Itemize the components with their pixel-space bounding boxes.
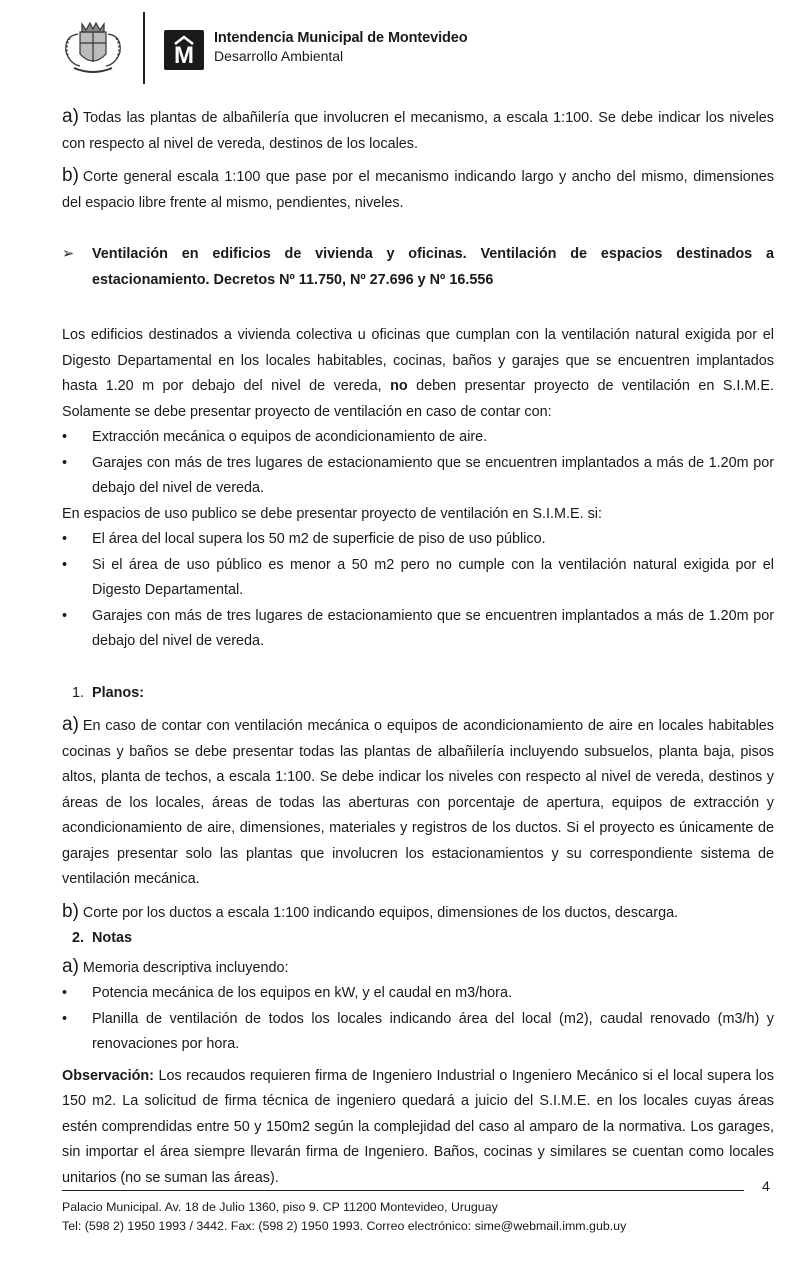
planos-item-a: [62, 712, 774, 893]
item-text: Todas las plantas de albañilería que involucren el mecanismo, a escala 1:100. Se debe indicar los niveles con respecto al nivel de vereda, destinos de los locales.: [62, 110, 774, 152]
emphasis-no: no: [390, 378, 408, 394]
observation-label: Observación:: [62, 1067, 154, 1084]
item-text: Corte por los ductos a escala 1:100 indicando equipos, dimensiones de los ductos, descarga.: [82, 904, 679, 921]
list-item: [62, 1007, 774, 1058]
item-letter: b): [62, 900, 79, 922]
item-text: En caso de contar con ventilación mecánica o equipos de acondicionamiento de aire en locales habitables cocinas y baños se debe presentar todas las plantas de albañilería incluyendo subsuelos, planta baja, pisos altos, planta de techos, a escala 1:100. Se debe indicar los niveles con respecto al nivel de vereda, destinos y áreas de los locales, áreas de todas las aberturas con porcentaje de apertura, equipos de extracción y acondicionamiento de aire, dimensiones, materiales y registros de los ductos. Si el proyecto es únicamente de garajes presentar solo las plantas que involucren los estacionamientos y su correspondiente sistema de ventilación mecánica.: [62, 718, 774, 887]
list-item-text: Garajes con más de tres lugares de estacionamiento que se encuentren implantados a más de 1.20m por debajo del nivel de vereda.: [92, 454, 774, 496]
intro-item-b: [62, 163, 774, 216]
header-divider: [143, 12, 145, 84]
paragraph-text: deben presentar proyecto de ventilación en S.I.M.E. Solamente se debe presentar proyecto de ventilación en caso de contar con:: [62, 378, 774, 420]
page-number: 4: [762, 1178, 770, 1194]
item-text: Memoria descriptiva incluyendo:: [82, 959, 289, 976]
list-item-text: Potencia mecánica de los equipos en kW, y el caudal en m3/hora.: [92, 985, 512, 1001]
public-use-list: [62, 527, 774, 655]
list-item-text: Si el área de uso público es menor a 50 m2 pero no cumple con la ventilación natural exigida por el Digesto Departamental.: [92, 556, 774, 598]
imm-logo: [164, 30, 204, 70]
bullet-icon: •: [62, 556, 68, 573]
item-letter: a): [62, 106, 79, 127]
item-text: Corte general escala 1:100 que pase por el mecanismo indicando largo y ancho del mismo, dimensiones del espacio libre frente al mismo, pendientes, niveles.: [62, 169, 774, 211]
logo-letter: M: [174, 42, 194, 69]
bullet-icon: •: [62, 531, 68, 547]
document-body: [62, 104, 774, 1191]
department-name: Desarrollo Ambiental: [214, 48, 344, 64]
list-item: [62, 553, 774, 604]
observation-text: Los recaudos requieren firma de Ingeniero Industrial o Ingeniero Mecánico si el local supera los 150 m2. La solicitud de firma técnica de ingeniero quedará a juicio del S.I.M.E. en los locales cuyas áreas estén comprendidas entre 50 y 150m2 según la complejidad del caso al amparo de la normativa. Los garages, sin importar el área siempre llevarán firma de Ingeniero. Baños, cocinas y similares se cuentan como locales unitarios (no se suman las áreas).: [62, 1067, 774, 1186]
item-letter: b): [62, 165, 79, 186]
list-item: [62, 425, 774, 451]
planos-heading: [62, 681, 774, 707]
paragraph-public-use: En espacios de uso publico se debe presentar proyecto de ventilación en S.I.M.E. si:: [62, 505, 602, 522]
paragraph-ventilation: [62, 323, 774, 425]
list-item: [62, 981, 774, 1007]
section-number: 2.: [72, 930, 85, 946]
planos-item-b: [62, 899, 774, 927]
paragraph-text: Los edificios destinados a vivienda colectiva u oficinas que cumplan con la ventilación natural exigida por el Digesto Departamental en los locales habitables, cocinas, baños y garajes que se encuentren implantados hasta 1.20 m por debajo del nivel de vereda,: [62, 327, 774, 394]
list-item: [62, 527, 774, 553]
bullet-icon: •: [62, 1010, 68, 1027]
footer: [62, 1198, 626, 1236]
notas-item-a: [62, 954, 774, 982]
organization-name: Intendencia Municipal de Montevideo: [214, 30, 468, 46]
list-item-text: Garajes con más de tres lugares de estacionamiento que se encuentren implantados a más de 1.20m por debajo del nivel de vereda.: [92, 607, 774, 649]
footer-address: Palacio Municipal. Av. 18 de Julio 1360, piso 9. CP 11200 Montevideo, Uruguay: [62, 1200, 498, 1214]
arrow-bullet-icon: ➢: [62, 246, 75, 262]
list-item-text: Planilla de ventilación de todos los locales indicando área del local (m2), caudal renovado (m3/h) y renovaciones por hora.: [92, 1010, 774, 1052]
observation-paragraph: [62, 1064, 774, 1192]
notas-heading: [62, 926, 774, 952]
bullet-icon: •: [62, 607, 68, 624]
letterhead: [0, 0, 810, 100]
bullet-icon: •: [62, 429, 68, 445]
list-item-text: El área del local supera los 50 m2 de superficie de piso de uso público.: [92, 531, 546, 547]
montevideo-coat-of-arms-icon: [60, 18, 126, 76]
footer-divider: [62, 1190, 744, 1191]
bullet-icon: •: [62, 454, 68, 471]
list-item: [62, 451, 774, 502]
notas-list: [62, 981, 774, 1058]
list-item-text: Extracción mecánica o equipos de acondicionamiento de aire.: [92, 429, 488, 445]
section-title: Planos:: [92, 684, 144, 701]
footer-contact: Tel: (598 2) 1950 1993 / 3442. Fax: (598 2) 1950 1993. Correo electrónico: sime@webmail.imm.gub.uy: [62, 1219, 627, 1233]
section-number: 1.: [72, 684, 85, 701]
intro-item-a: [62, 104, 774, 157]
bullet-icon: •: [62, 985, 68, 1001]
item-letter: a): [62, 955, 79, 977]
requirements-list: [62, 425, 774, 502]
item-letter: a): [62, 714, 79, 735]
section-title: Notas: [92, 930, 132, 946]
list-item: [62, 604, 774, 655]
section-heading: [62, 242, 774, 293]
section-title: Ventilación en edificios de vivienda y oficinas. Ventilación de espacios destinados a estacionamiento. Decretos Nº 11.750, Nº 27.696 y Nº 16.556: [92, 246, 774, 288]
